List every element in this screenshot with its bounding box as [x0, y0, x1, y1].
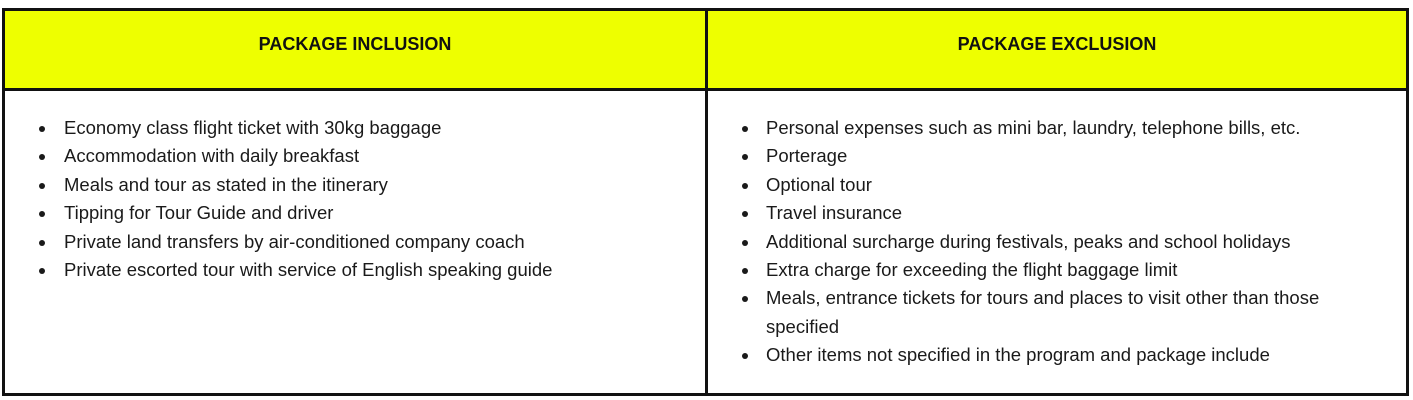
bullet-icon	[742, 183, 748, 189]
exclusion-heading: PACKAGE EXCLUSION	[957, 34, 1157, 54]
bullet-icon	[39, 240, 45, 246]
list-item: Accommodation with daily breakfast	[5, 142, 705, 170]
exclusion-cell	[708, 91, 1406, 393]
exclusion-list	[708, 114, 1406, 370]
bullet-icon	[39, 268, 45, 274]
inclusion-heading: PACKAGE INCLUSION	[258, 34, 452, 54]
list-item: Personal expenses such as mini bar, laundry, telephone bills, etc.	[708, 114, 1406, 142]
list-item: Porterage	[708, 142, 1406, 170]
bullet-icon	[742, 240, 748, 246]
bullet-icon	[742, 154, 748, 160]
list-item: Optional tour	[708, 171, 1406, 199]
list-item: Travel insurance	[708, 199, 1406, 227]
list-item: Meals and tour as stated in the itinerary	[5, 171, 705, 199]
list-item: Additional surcharge during festivals, peaks and school holidays	[708, 228, 1406, 256]
list-item: Private escorted tour with service of English speaking guide	[5, 256, 705, 284]
list-item: Other items not specified in the program and package include	[708, 341, 1406, 369]
bullet-icon	[39, 154, 45, 160]
inclusion-cell	[5, 91, 708, 393]
list-item: Private land transfers by air-conditioned company coach	[5, 228, 705, 256]
inclusion-list	[5, 114, 705, 284]
bullet-icon	[742, 211, 748, 217]
list-item: Tipping for Tour Guide and driver	[5, 199, 705, 227]
list-item: Extra charge for exceeding the flight baggage limit	[708, 256, 1406, 284]
bullet-icon	[39, 126, 45, 132]
package-table	[2, 8, 1409, 396]
bullet-icon	[39, 183, 45, 189]
inclusion-header	[5, 11, 708, 91]
list-item: Meals, entrance tickets for tours and places to visit other than those specified	[708, 284, 1406, 341]
exclusion-header	[708, 11, 1406, 91]
bullet-icon	[742, 268, 748, 274]
bullet-icon	[742, 353, 748, 359]
bullet-icon	[39, 211, 45, 217]
bullet-icon	[742, 126, 748, 132]
bullet-icon	[742, 296, 748, 302]
list-item: Economy class flight ticket with 30kg baggage	[5, 114, 705, 142]
